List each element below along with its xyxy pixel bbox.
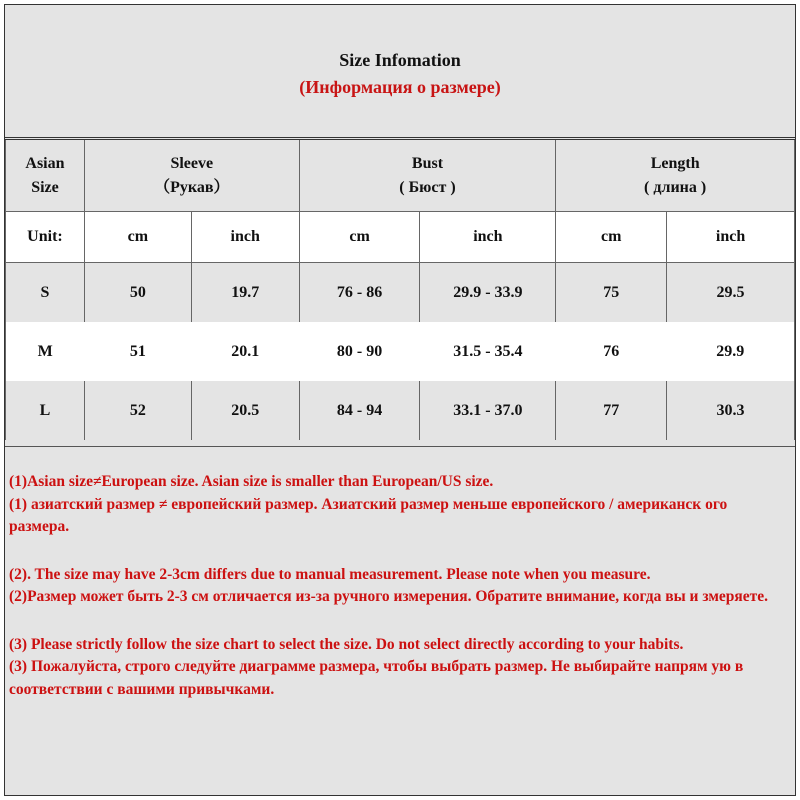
note-1-english: (1)Asian size≠European size. Asian size is smaller than European/US size.	[9, 473, 494, 490]
unit-row	[6, 212, 795, 263]
unit-cell: cm	[556, 212, 667, 263]
header-length	[556, 139, 795, 212]
size-table	[5, 137, 795, 440]
value-cell: 29.9 - 33.9	[420, 263, 556, 323]
header-bust-name: Bust	[411, 154, 444, 172]
value-cell: 77	[556, 381, 667, 440]
value-cell: 33.1 - 37.0	[420, 381, 556, 440]
title-russian: (Информация о размере)	[299, 77, 501, 97]
table-row	[6, 263, 795, 323]
header-sleeve	[84, 139, 299, 212]
value-cell: 30.3	[667, 381, 795, 440]
value-cell: 19.7	[191, 263, 299, 323]
table-row	[6, 322, 795, 381]
value-cell: 29.5	[667, 263, 795, 323]
header-sleeve-name: Sleeve	[170, 154, 214, 172]
size-chart	[4, 4, 796, 796]
note-1-russian: (1) азиатский размер ≠ европейский размер. Азиатский размер меньше европейского / американск ого размера.	[9, 495, 728, 535]
value-cell: 50	[84, 263, 191, 323]
unit-cell: inch	[667, 212, 795, 263]
table-header-row	[6, 139, 795, 212]
value-cell: 75	[556, 263, 667, 323]
header-bust	[299, 139, 556, 212]
header-length-sub: ( длина )	[644, 178, 707, 196]
value-cell: 52	[84, 381, 191, 440]
unit-cell: cm	[84, 212, 191, 263]
header-length-name: Length	[650, 154, 700, 172]
title-english: Size Infomation	[339, 50, 461, 70]
header-bust-sub: ( Бюст )	[399, 178, 456, 196]
value-cell: 80 - 90	[299, 322, 420, 381]
value-cell: 76 - 86	[299, 263, 420, 323]
note-spacer	[9, 609, 789, 634]
note-spacer	[9, 539, 789, 564]
note-2-english: (2). The size may have 2-3cm differs due to manual measurement. Please note when you measure.	[9, 565, 651, 583]
unit-label: Unit:	[6, 212, 85, 263]
size-cell: L	[6, 381, 85, 440]
title-block	[5, 5, 795, 135]
value-cell: 51	[84, 322, 191, 381]
value-cell: 20.1	[191, 322, 299, 381]
note-3-russian: (3) Пожалуйста, строго следуйте диаграмме размера, чтобы выбрать размер. Не выбирайте напрям ую в соответствии с вашими привычками.	[9, 658, 744, 698]
note-3-english: (3) Please strictly follow the size chart to select the size. Do not select directly according to your habits.	[9, 635, 684, 653]
header-sleeve-sub: （Рукав）	[154, 178, 230, 196]
table-row	[6, 381, 795, 440]
value-cell: 29.9	[667, 322, 795, 381]
header-asian-size: Asian Size	[6, 139, 85, 212]
notes-section	[5, 446, 795, 795]
unit-cell: inch	[191, 212, 299, 263]
note-2-russian: (2)Размер может быть 2-3 см отличается из-за ручного измерения. Обратите внимание, когда вы и змеряете.	[9, 588, 769, 605]
unit-cell: cm	[299, 212, 420, 263]
size-cell: S	[6, 263, 85, 323]
value-cell: 76	[556, 322, 667, 381]
unit-cell: inch	[420, 212, 556, 263]
value-cell: 31.5 - 35.4	[420, 322, 556, 381]
size-cell: M	[6, 322, 85, 381]
value-cell: 20.5	[191, 381, 299, 440]
value-cell: 84 - 94	[299, 381, 420, 440]
